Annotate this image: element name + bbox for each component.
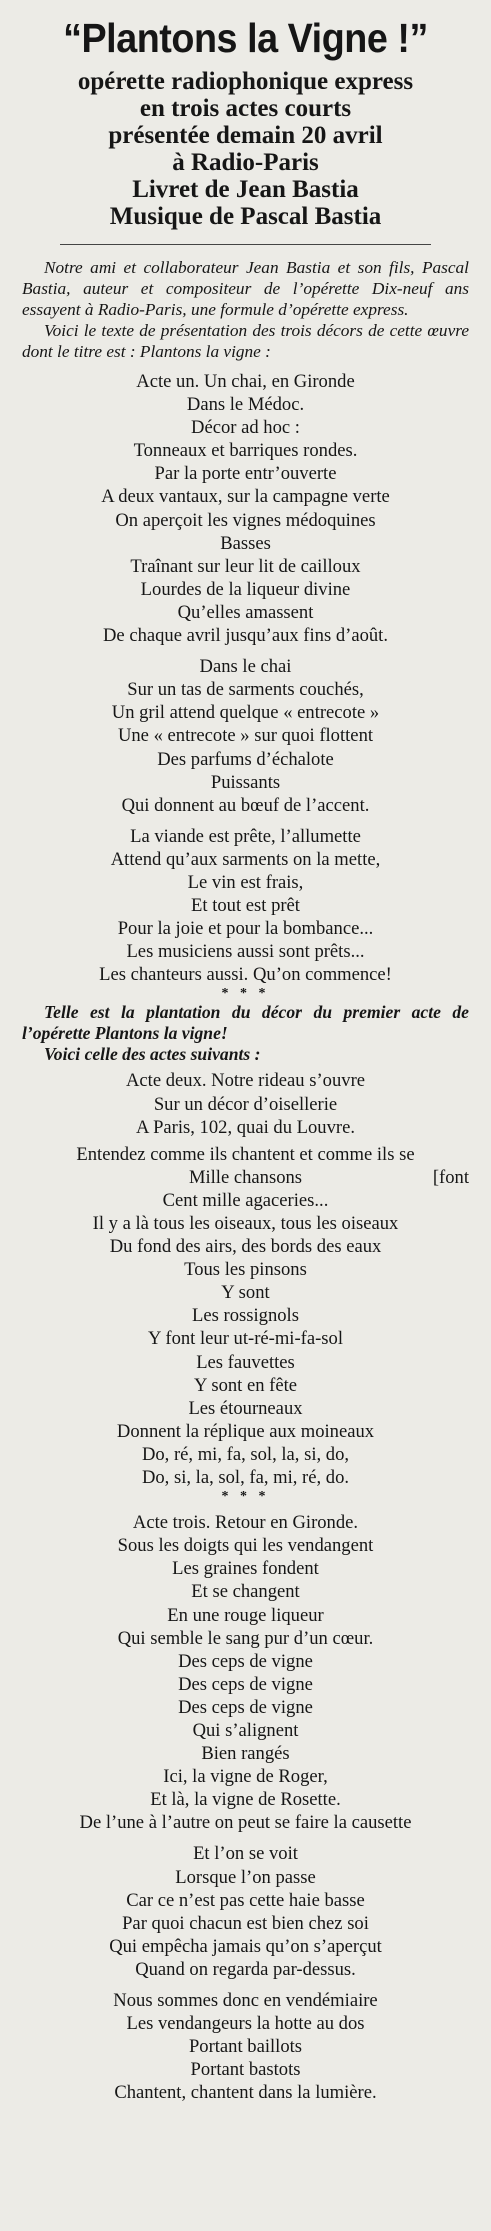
stanza — [22, 1842, 469, 1981]
verse-line: La viande est prête, l’allumette — [130, 825, 361, 847]
verse-line: Acte un. Un chai, en Gironde — [136, 371, 355, 392]
verse-line: Tonneaux et barriques rondes. — [133, 440, 358, 462]
verse-line: Et tout est prêt — [191, 895, 300, 917]
subtitle-line: Musique de Pascal Bastia — [109, 203, 382, 230]
interlude-paragraph: Telle est la plantation du décor du premier acte de l’opérette Plantons la vigne! — [22, 1002, 469, 1044]
verse-line: Les vendangeurs la hotte au dos — [126, 2013, 365, 2035]
verse-line: Par quoi chacun est bien chez soi — [122, 1912, 369, 1934]
verse-line: Un gril attend quelque « entrecote » — [111, 702, 380, 724]
verse-line: Tous les pinsons — [184, 1259, 307, 1281]
verse-line: Lourdes de la liqueur divine — [140, 578, 351, 600]
verse-line: On aperçoit les vignes médoquines — [115, 509, 376, 531]
verse-line: Des parfums d’échalote — [157, 748, 334, 770]
stanza — [22, 825, 469, 987]
verse-line: Portant bastots — [190, 2059, 301, 2081]
verse-line: Pour la joie et pour la bombance... — [117, 918, 374, 940]
verse-line: Y sont — [221, 1282, 270, 1304]
intro-paragraph: Notre ami et collaborateur Jean Bastia et son fils, Pascal Bastia, auteur et compositeur de l’opérette Dix-neuf ans essayent à Radio-Paris, une formule d’opérette express. — [22, 258, 469, 319]
stanza — [22, 370, 469, 647]
verse-line: Des ceps de vigne — [178, 1673, 313, 1695]
verse-line: A deux vantaux, sur la campagne verte — [101, 486, 390, 508]
article-title: “Plantons la Vigne !” — [63, 15, 428, 61]
verse-line: A Paris, 102, quai du Louvre. — [136, 1116, 355, 1138]
verse-line: De chaque avril jusqu’aux fins d’août. — [102, 625, 389, 647]
verse-line: Chantent, chantent dans la lumière. — [114, 2082, 377, 2104]
verse-line: Et là, la vigne de Rosette. — [150, 1789, 341, 1811]
verse-line: Qui empêcha jamais qu’on s’aperçut — [109, 1935, 382, 1957]
verse-line: Du fond des airs, des bords des eaux — [109, 1236, 382, 1258]
verse-line: Do, si, la, sol, fa, mi, ré, do. — [141, 1467, 350, 1489]
subtitle-line: opérette radiophonique express — [77, 68, 414, 95]
act-two-wrapped-line — [22, 1143, 469, 1166]
verse-line: Décor ad hoc : — [191, 417, 300, 439]
verse-line: Basses — [220, 532, 271, 554]
act-two-intro-verse — [22, 1069, 469, 1138]
verse-line: Sur un décor d’oisellerie — [153, 1093, 338, 1115]
stanza — [22, 1989, 469, 2104]
subtitle-line: à Radio-Paris — [172, 149, 319, 176]
subtitle-line: Livret de Jean Bastia — [132, 176, 359, 203]
verse-line: Qui s’alignent — [192, 1719, 299, 1741]
verse-line: Le vin est frais, — [187, 871, 304, 893]
act-two-verse — [22, 1189, 469, 1489]
intro-paragraphs — [22, 257, 469, 362]
verse-line: Sur un tas de sarments couchés, — [127, 679, 364, 701]
verse-line: Il y a là tous les oiseaux, tous les oiseaux — [92, 1213, 399, 1234]
verse-line: Qu’elles amassent — [177, 601, 314, 623]
verse-line: Les rossignols — [192, 1305, 299, 1327]
verse-line: Bien rangés — [201, 1743, 290, 1765]
verse-line: Portant baillots — [188, 2036, 303, 2058]
verse-line: Acte deux. Notre rideau s’ouvre — [125, 1070, 366, 1092]
verse-line: Les graines fondent — [172, 1558, 319, 1580]
act-two-wrapped-line-continuation — [22, 1166, 469, 1189]
verse-line: Ici, la vigne de Roger, — [163, 1766, 328, 1788]
section-separator: * * * — [221, 986, 270, 1002]
verse-line: Attend qu’aux sarments on la mette, — [110, 848, 381, 870]
section-separator: * * * — [221, 1489, 270, 1505]
verse-line: Des ceps de vigne — [178, 1696, 313, 1718]
verse-line: En une rouge liqueur — [167, 1604, 324, 1626]
intro-paragraph: Voici le texte de présentation des trois décors de cette œuvre dont le titre est : Plantons la vigne : — [22, 321, 469, 361]
verse-line: Mille chansons — [188, 1166, 303, 1188]
act-three-verse — [22, 1511, 469, 2104]
verse-line: Puissants — [210, 771, 281, 793]
verse-line: Et l’on se voit — [193, 1843, 298, 1865]
verse-line: Par la porte entr’ouverte — [154, 463, 337, 485]
subtitle-line: présentée demain 20 avril — [108, 122, 383, 149]
verse-line: Car ce n’est pas cette haie basse — [126, 1889, 365, 1911]
interlude-paragraph: Voici celle des actes suivants : — [44, 1044, 261, 1065]
verse-line: Do, ré, mi, fa, sol, la, si, do, — [141, 1443, 350, 1465]
act-one-verse — [22, 370, 469, 986]
verse-line: Quand on regarda par-dessus. — [135, 1958, 356, 1980]
verse-line: Les musiciens aussi sont prêts... — [126, 941, 365, 963]
verse-line: Traînant sur leur lit de cailloux — [130, 555, 361, 577]
verse-line: Donnent la réplique aux moineaux — [116, 1420, 375, 1442]
verse-line: Qui donnent au bœuf de l’accent. — [121, 794, 370, 816]
verse-line: Et se changent — [191, 1581, 300, 1603]
verse-line: Cent mille agaceries... — [162, 1189, 329, 1211]
verse-line: Nous sommes donc en vendémiaire — [113, 1990, 378, 2011]
subtitle-line: en trois actes courts — [139, 95, 352, 122]
verse-line: Acte trois. Retour en Gironde. — [132, 1512, 359, 1534]
article-subtitle — [22, 68, 469, 230]
verse-line: Sous les doigts qui les vendangent — [117, 1535, 374, 1557]
verse-line: Entendez comme ils chantent et comme ils se — [76, 1143, 415, 1165]
verse-line: Des ceps de vigne — [178, 1650, 313, 1672]
verse-line-carryover: [font — [432, 1166, 469, 1188]
interlude-paragraphs — [22, 1002, 469, 1065]
stanza — [22, 655, 469, 817]
divider — [60, 244, 431, 245]
verse-line: Dans le chai — [199, 656, 292, 678]
verse-line: Une « entrecote » sur quoi flottent — [117, 725, 374, 747]
verse-line: Y sont en fête — [193, 1374, 298, 1396]
stanza — [22, 1511, 469, 1834]
verse-line: Les chanteurs aussi. Qu’on commence! — [99, 964, 392, 986]
verse-line: Y font leur ut-ré-mi-fa-sol — [148, 1328, 343, 1350]
verse-line: Les étourneaux — [188, 1397, 303, 1419]
verse-line: Les fauvettes — [196, 1351, 295, 1373]
verse-line: Dans le Médoc. — [186, 394, 305, 416]
verse-line: Qui semble le sang pur d’un cœur. — [117, 1627, 374, 1649]
verse-line: De l’une à l’autre on peut se faire la causette — [79, 1812, 412, 1834]
verse-line: Lorsque l’on passe — [175, 1866, 316, 1888]
